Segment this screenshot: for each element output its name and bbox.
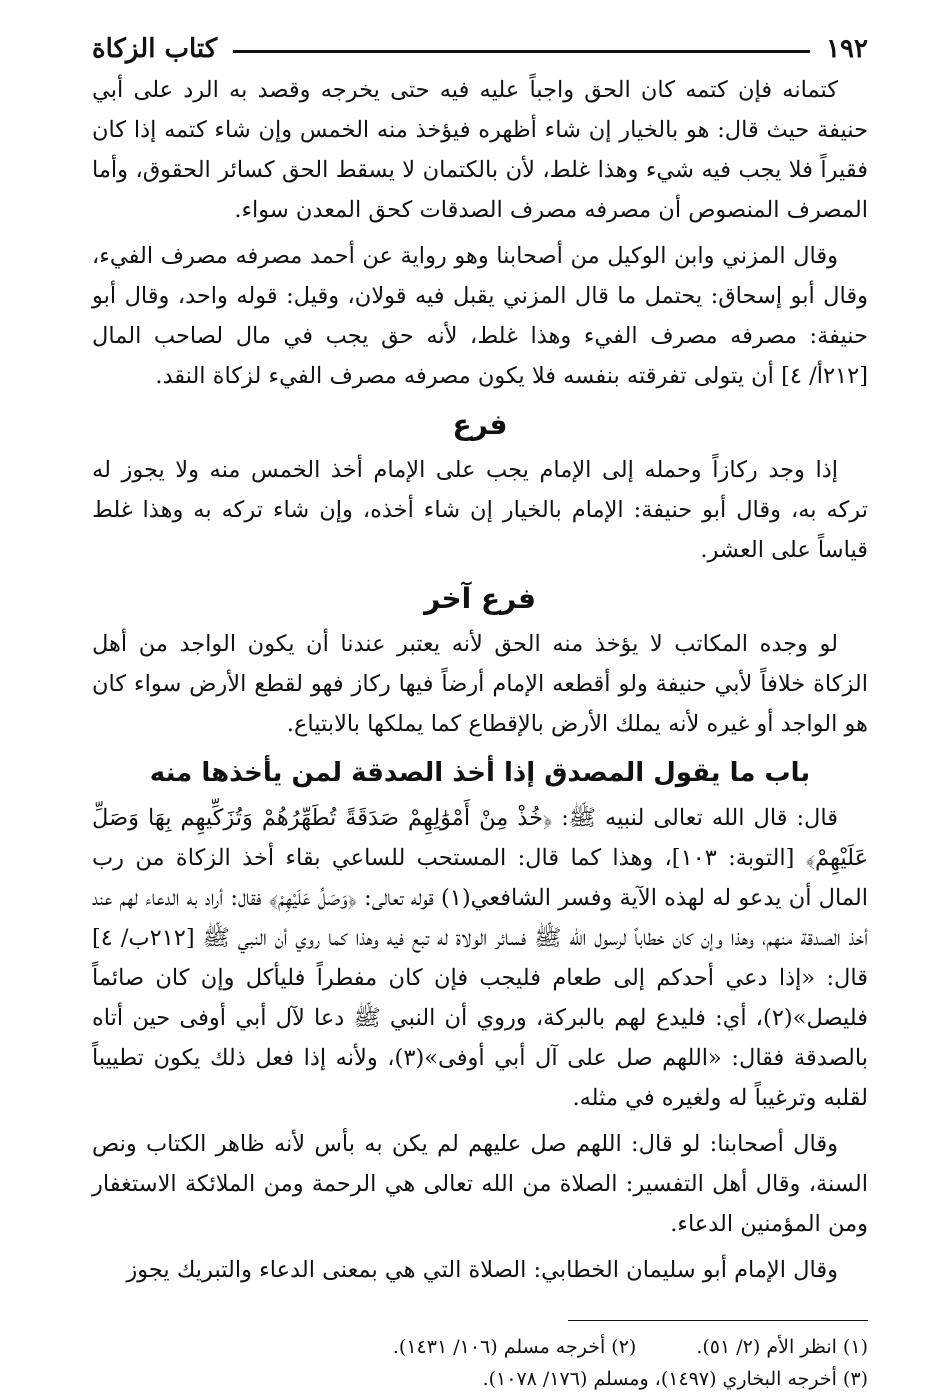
section-heading: فرع xyxy=(452,408,508,441)
book-title: كتاب الزكاة xyxy=(92,34,218,64)
section-heading: فرع آخر xyxy=(424,582,536,615)
footnote-3: (٣) أخرجه البخاري (١٤٩٧)، ومسلم (١٧٦/ ١٠٧٨). xyxy=(482,1368,868,1390)
header-rule xyxy=(233,50,810,53)
paragraph: وقال المزني وابن الوكيل من أصحابنا وهو رواية عن أحمد مصرفه مصرف الفيء، وقال أبو إسحاق: يحتمل ما قال المزني يقبل فيه قولان، وقيل: قوله واحد، وقال أبو حنيفة: مصرفه مصرف الفيء وهذا غلط، لأنه حق يجب في مال لصاحب المال [٢١٢أ/ ٤] أن يتولى تفرقته بنفسه فلا يكون مصرفه مصرف الفيء لزكاة النقد. xyxy=(92,243,868,389)
main-text xyxy=(92,70,868,1290)
paragraph: لو وجده المكاتب لا يؤخذ منه الحق لأنه يعتبر عندنا أن يكون الواجد من أهل الزكاة خلافاً لأبي حنيفة ولو أقطعه الإمام أرضاً فيها ركاز فهو لقطع الأرض سواء كان هو الواجد أو غيره لأنه يملك الأرض بالإقطاع كما يملكها بالابتياع. xyxy=(92,631,868,737)
footnote-1: (١) انظر الأم (٢/ ٥١). xyxy=(696,1336,868,1358)
footnote-2: (٢) أخرجه مسلم (١٠٦/ ١٤٣١). xyxy=(392,1336,637,1358)
paragraph: كتمانه فإن كتمه كان الحق واجباً عليه فيه حتى يخرجه وقصد به الرد على أبي حنيفة حيث قال: هو بالخيار إن شاء أظهره فيؤخذ منه الخمس وإن شاء كتمه إذا كان فقيراً فلا يجب فيه شيء وهذا غلط، لأن بالكتمان لا يسقط الحق كسائر الحقوق، وأما المصرف المنصوص أن مصرفه مصرف الصدقات كحق المعدن سواء. xyxy=(92,77,868,223)
page-number: ١٩٢ xyxy=(826,34,868,64)
footnotes xyxy=(92,1331,868,1395)
paragraph: وقال أصحابنا: لو قال: اللهم صل عليهم لم يكن به بأس لأنه ظاهر الكتاب ونص السنة، وقال أهل التفسير: الصلاة من الله تعالى هي الرحمة ومن الملائكة الاستغفار ومن المؤمنين الدعاء. xyxy=(92,1131,868,1237)
paragraph: وقال الإمام أبو سليمان الخطابي: الصلاة التي هي بمعنى الدعاء والتبريك يجوز xyxy=(126,1257,838,1283)
chapter-heading: باب ما يقول المصدق إذا أخذ الصدقة لمن يأخذها منه xyxy=(149,758,811,788)
footnote-row xyxy=(92,1331,868,1363)
footnote-separator xyxy=(568,1320,868,1321)
paragraph: إذا وجد ركازاً وحمله إلى الإمام يجب على الإمام أخذ الخمس منه ولا يجوز له تركه به، وقال أبو حنيفة: الإمام بالخيار إن شاء أخذه، وإن شاء تركه به وهذا غلط قياساً على العشر. xyxy=(92,457,868,563)
running-header xyxy=(92,28,868,70)
paragraph: قال: قال الله تعالى لنبيه ﷺ: ﴿خُذْ مِنْ أَمْوَٰلِهِمْ صَدَقَةً تُطَهِّرُهُمْ وَتُزَكِّيهِم بِهَا وَصَلِّ عَلَيْهِمْ﴾ [التوبة: ١٠٣]، وهذا كما قال: المستحب للساعي بقاء أخذ الزكاة من رب المال أن يدعو له لهذه الآية وفسر الشافعي(١) قوله تعالى: ﴿وَصَلِّ عَلَيْهِمْ﴾ فقال: أراد به الدعاء لهم عند أخذ الصدقة منهم، وهذا وإن كان خطاباً لرسول الله ﷺ فسائر الولاة له تبع فيه وهذا كما روي أن النبي ﷺ [٢١٢ب/ ٤] قال: «إذا دعي أحدكم إلى طعام فليجب فإن كان مفطراً فليأكل وإن كان صائماً فليصل»(٢)، أي: فليدع لهم بالبركة، وروي أن النبي ﷺ دعا لآل أبي أوفى حين أتاه بالصدقة فقال: «اللهم صل على آل أبي أوفى»(٣)، ولأنه إذا فعل ذلك يكون تطييباً لقلبه وترغيباً له ولغيره في مثله. xyxy=(92,805,869,1111)
